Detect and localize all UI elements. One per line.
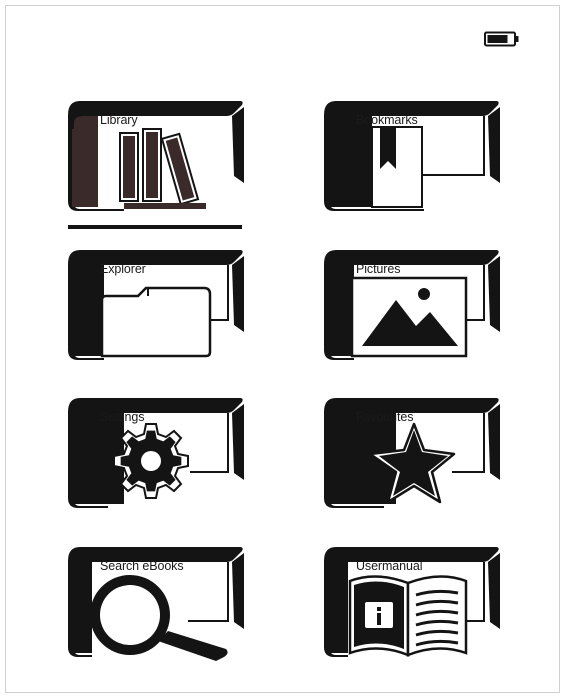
menu-item-label: Search eBooks	[100, 559, 184, 573]
star-icon	[324, 396, 504, 516]
menu-item-explorer[interactable]	[68, 248, 248, 368]
menu-item-settings[interactable]	[68, 396, 248, 516]
menu-item-label: Favourites	[356, 410, 414, 424]
menu-item-favourites[interactable]	[324, 396, 504, 516]
menu-item-label: Library	[100, 113, 138, 127]
menu-item-library[interactable]	[68, 99, 248, 219]
menu-item-label: Settings	[100, 410, 145, 424]
menu-item-bookmarks[interactable]	[324, 99, 504, 219]
menu-item-label: Usermanual	[356, 559, 423, 573]
menu-item-label: Bookmarks	[356, 113, 418, 127]
library-icon	[68, 99, 248, 219]
menu-item-label: Explorer	[100, 262, 146, 276]
selection-indicator	[68, 225, 242, 229]
menu-item-search-ebooks[interactable]	[68, 545, 248, 665]
menu-item-label: Pictures	[356, 262, 401, 276]
menu-item-usermanual[interactable]	[324, 545, 504, 665]
menu-item-pictures[interactable]	[324, 248, 504, 368]
picture-icon	[324, 248, 504, 368]
gear-icon	[68, 396, 248, 516]
battery-icon	[484, 31, 520, 47]
folder-icon	[68, 248, 248, 368]
